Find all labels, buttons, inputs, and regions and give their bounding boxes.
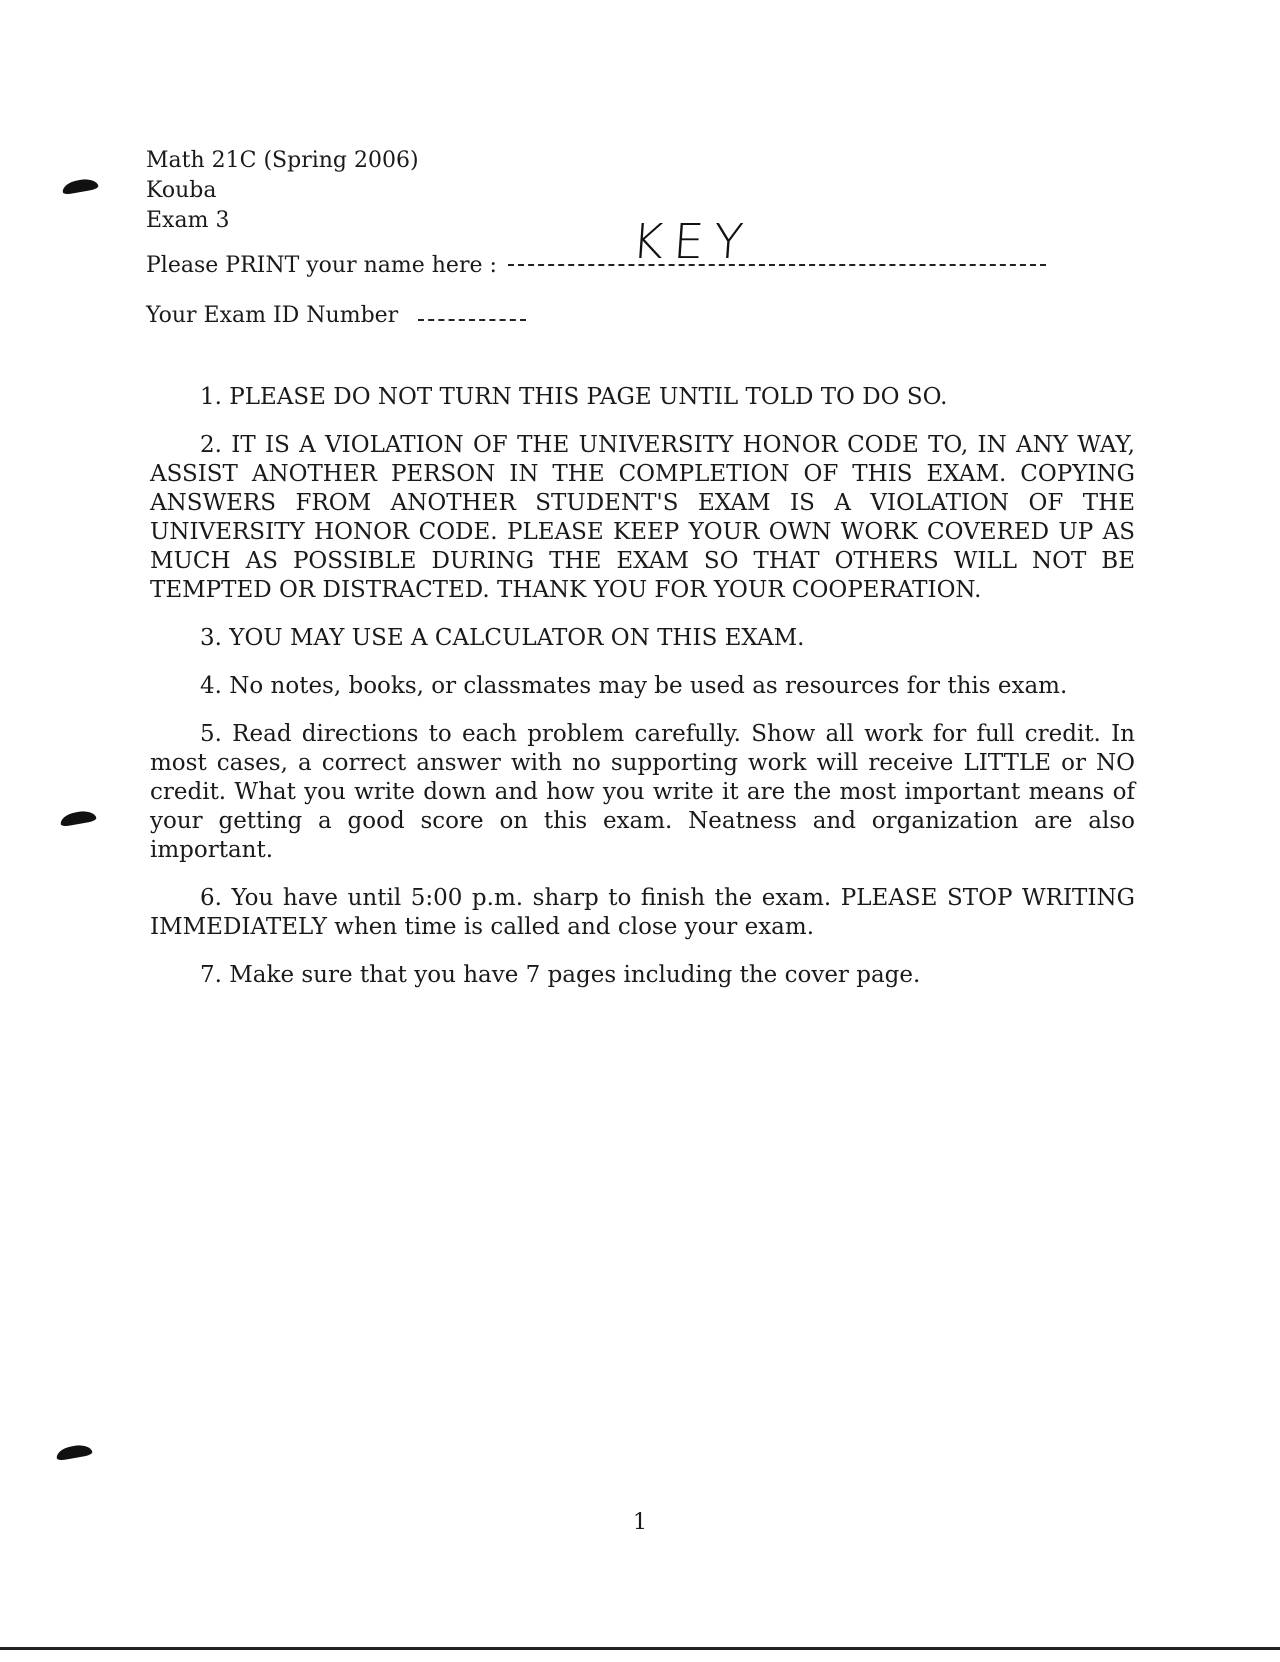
instruction-item: 4. No notes, books, or classmates may be used as resources for this exam. — [200, 673, 1068, 699]
page-number: 1 — [633, 1510, 647, 1535]
name-field-label: Please PRINT your name here : — [146, 253, 497, 278]
course-title: Math 21C (Spring 2006) — [146, 148, 419, 173]
instruction-item: 5. Read directions to each problem carefully. Show all work for full credit. In most cases, a correct answer with no supporting work will receive LITTLE or NO credit. What you write down and how you write it are the most important means of your getting a good score on this exam. Neatness and organization are also important. — [150, 721, 1135, 863]
instructor-name: Kouba — [146, 178, 217, 203]
page-bottom-edge — [0, 1647, 1280, 1650]
exam-title: Exam 3 — [146, 208, 230, 233]
handwritten-key-label: KEY — [630, 214, 756, 270]
instruction-item: 6. You have until 5:00 p.m. sharp to finish the exam. PLEASE STOP WRITING IMMEDIATELY when time is called and close your exam. — [150, 885, 1135, 940]
name-field-line — [508, 264, 1046, 266]
instructions-list — [150, 383, 1135, 1009]
instruction-item: 7. Make sure that you have 7 pages including the cover page. — [200, 962, 921, 988]
instruction-item: 3. YOU MAY USE A CALCULATOR ON THIS EXAM. — [200, 625, 805, 651]
hole-punch-mark-bottom — [55, 1443, 93, 1461]
instruction-item: 2. IT IS A VIOLATION OF THE UNIVERSITY HONOR CODE TO, IN ANY WAY, ASSIST ANOTHER PERSON IN THE COMPLETION OF THIS EXAM. COPYING ANSWERS FROM ANOTHER STUDENT'S EXAM IS A VIOLATION OF THE UNIVERSITY HONOR CODE. PLEASE KEEP YOUR OWN WORK COVERED UP AS MUCH AS POSSIBLE DURING THE EXAM SO THAT OTHERS WILL NOT BE TEMPTED OR DISTRACTED. THANK YOU FOR YOUR COOPERATION. — [150, 432, 1135, 603]
exam-id-label: Your Exam ID Number — [146, 303, 399, 328]
exam-id-line — [418, 319, 526, 321]
hole-punch-mark-middle — [59, 809, 97, 827]
instruction-item: 1. PLEASE DO NOT TURN THIS PAGE UNTIL TOLD TO DO SO. — [200, 384, 948, 410]
hole-punch-mark-top — [61, 177, 99, 195]
